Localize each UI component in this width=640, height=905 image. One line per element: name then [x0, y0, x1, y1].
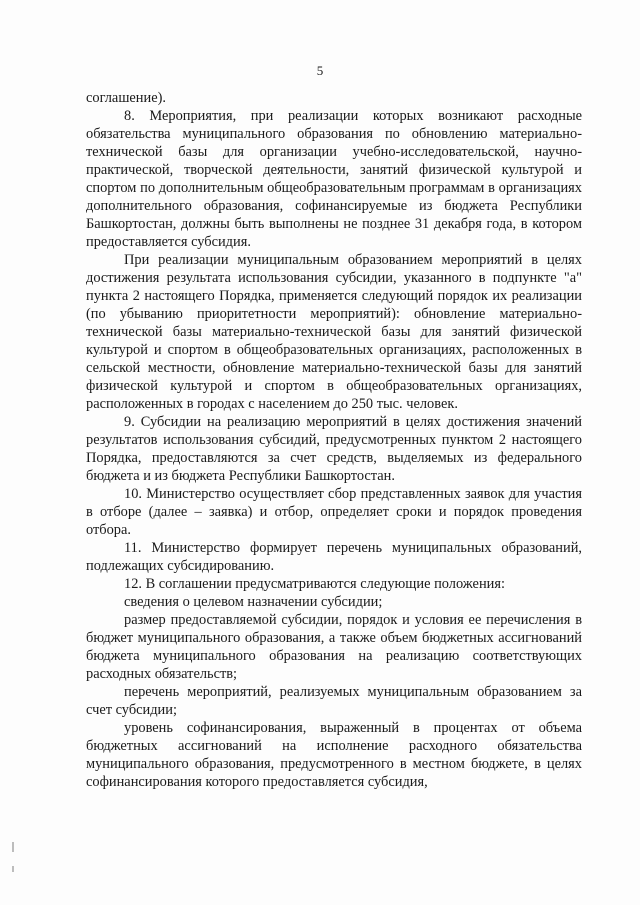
paragraph-subsidy-amount: размер предоставляемой субсидии, порядок и условия ее перечисления в бюджет муниципального образования, а также объем бюджетных ассигнований бюджета муниципального образования на реализацию соответствующих расходных обязательств;: [86, 612, 582, 682]
paragraph-priority-order: При реализации муниципальным образованием мероприятий в целях достижения результата использования субсидии, указанного в подпункте "а" пункта 2 настоящего Порядка, применяется следующий порядок их реализации (по убыванию приоритетности мероприятий): обновление материально-технической базы материально-технической базы для занятий физической культурой и спортом в общеобразовательных организациях, расположенных в сельской местности, обновление материально-технической базы для занятий физической культурой и спортом в общеобразовательных организациях, расположенных в городах с населением до 250 тыс. человек.: [86, 252, 582, 412]
scan-mark: [12, 842, 14, 852]
paragraph-clause-10: 10. Министерство осуществляет сбор представленных заявок для участия в отборе (далее – заявка) и отбор, определяет сроки и порядок проведения отбора.: [86, 486, 582, 538]
paragraph-continuation: соглашение).: [86, 90, 166, 106]
paragraph-clause-9: 9. Субсидии на реализацию мероприятий в целях достижения значений результатов использования субсидий, предусмотренных пунктом 2 настоящего Порядка, предоставляются за счет средств, выделяемых из федерального бюджета и из бюджета Республики Башкортостан.: [86, 414, 582, 484]
scan-mark: [12, 866, 14, 872]
paragraph-target-purpose: сведения о целевом назначении субсидии;: [124, 594, 383, 610]
page-number: 5: [316, 63, 324, 78]
paragraph-clause-8: 8. Мероприятия, при реализации которых возникают расходные обязательства муниципального образования по обновлению материально-технической базы для организации учебно-исследовательской, научно-практической, творческой деятельности, занятий физической культурой и спортом по дополнительным общеобразовательным программам в организациях дополнительного образования, софинансируемые из бюджета Республики Башкортостан, должны быть выполнены не позднее 31 декабря года, в котором предоставляется субсидия.: [86, 108, 582, 250]
paragraph-clause-12: 12. В соглашении предусматриваются следующие положения:: [124, 576, 505, 592]
paragraph-measures-list: перечень мероприятий, реализуемых муниципальным образованием за счет субсидии;: [86, 684, 582, 718]
paragraph-clause-11: 11. Министерство формирует перечень муниципальных образований, подлежащих субсидированию.: [86, 540, 582, 574]
paragraph-cofinancing-level: уровень софинансирования, выраженный в процентах от объема бюджетных ассигнований на исполнение расходного обязательства муниципального образования, предусмотренного в местном бюджете, в целях софинансирования которого предоставляется субсидия,: [86, 720, 582, 790]
body-text: [86, 89, 582, 791]
